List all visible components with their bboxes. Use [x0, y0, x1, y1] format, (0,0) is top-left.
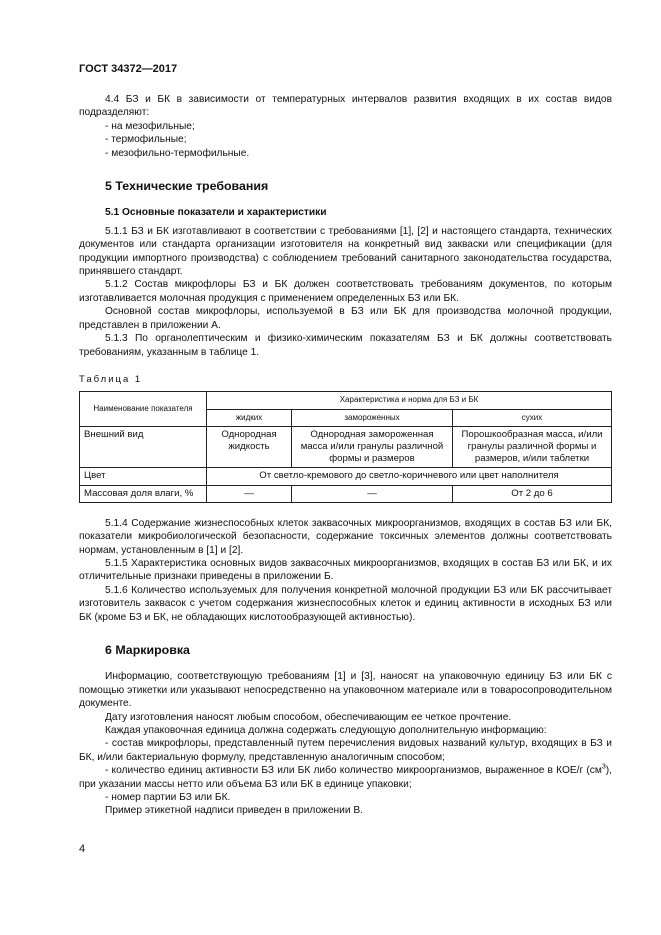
table-cell: Массовая доля влаги, % — [80, 485, 207, 502]
table-subheader-frozen: замороженных — [292, 409, 453, 426]
table-cell: Однородная замороженная масса и/или гранулы различной формы и размеров — [292, 426, 453, 468]
table-cell: От светло-кремового до светло-коричневого или цвет наполнителя — [207, 468, 612, 485]
table-header-group: Характеристика и норма для БЗ и БК — [207, 392, 612, 409]
list-item-text: ), при указании массы нетто или объема БЗ или БК в единице упаковки; — [79, 765, 612, 790]
paragraph-6-3: Каждая упаковочная единица должна содержать следующую дополнительную информацию: — [105, 725, 547, 737]
paragraph-5-1-2: 5.1.2 Состав микрофлоры БЗ и БК должен соответствовать требованиям документов, по которым изготавливается молочная продукция с применением определенных БЗ или БК. — [79, 279, 612, 304]
section-6-title: 6 Маркировка — [105, 642, 190, 657]
list-item: - на мезофильные; — [105, 120, 195, 132]
list-item: - состав микрофлоры, представленный путем перечисления видовых названий культур, входящих в БЗ и БК, и/или бактериальную формулу, представленную аналогичным способом; — [79, 738, 612, 763]
list-item-text: - количество единиц активности БЗ или БК либо количество микроорганизмов, выраженное в КОЕ/г (см — [105, 765, 602, 777]
list-item: - номер партии БЗ или БК. — [105, 792, 231, 804]
table-cell: Цвет — [80, 468, 207, 485]
paragraph-5-1-2b: Основной состав микрофлоры, используемой в БЗ или БК для производства молочной продукции, представлен в приложении А. — [79, 306, 612, 331]
paragraph-5-1-1: 5.1.1 БЗ и БК изготавливают в соответствии с требованиями [1], [2] и настоящего стандарта, технических документов или стандарта организации изготовителя на конкретный вид закваски или спецификации (для продукции импортного производства) с соблюдением требований санитарного законодательства государства, принявшего стандарт. — [79, 225, 612, 278]
table-cell: — — [207, 485, 292, 502]
section-5-title: 5 Технические требования — [105, 179, 269, 194]
table-row — [80, 485, 612, 502]
table-cell: — — [292, 485, 453, 502]
table-row — [80, 426, 612, 468]
table-cell: Внешний вид — [80, 426, 207, 468]
list-item — [79, 764, 612, 791]
table-cell: От 2 до 6 — [453, 485, 612, 502]
table-cell: Порошкообразная масса, и/или гранулы различной формы и размеров, и/или таблетки — [453, 426, 612, 468]
paragraph-6-4: Пример этикетной надписи приведен в приложении В. — [105, 805, 363, 817]
paragraph-5-1-6: 5.1.6 Количество используемых для получения конкретной молочной продукции БЗ или БК рассчитывает изготовитель заквасок с учетом содержания жизнеспособных клеток и единиц активности в исходных БЗ или БК (кроме БЗ и БК, не обладающих кислотообразующей активностью). — [79, 584, 612, 623]
list-item: - мезофильно-термофильные. — [105, 147, 250, 159]
superscript: 3 — [601, 763, 606, 771]
page-number: 4 — [79, 843, 86, 855]
document-header: ГОСТ 34372—2017 — [79, 63, 178, 75]
table-subheader-liquid: жидких — [207, 409, 292, 426]
paragraph-6-1: Информацию, соответствующую требованиям [1] и [3], наносят на упаковочную единицу БЗ или БК с помощью этикетки или указывают непосредственно на упаковочном материале или в товаросопроводительном документе. — [79, 671, 612, 710]
requirements-table — [79, 391, 612, 502]
paragraph-5-1-3: 5.1.3 По органолептическим и физико-химическим показателям БЗ и БК должны соответствовать требованиям, указанным в таблице 1. — [79, 333, 612, 358]
table-caption: Таблица 1 — [79, 373, 143, 385]
table-subheader-dry: сухих — [453, 409, 612, 426]
paragraph-5-1-5: 5.1.5 Характеристика основных видов заквасочных микроорганизмов, входящих в состав БЗ или БК, и их отличительные признаки приведены в приложении Б. — [79, 557, 612, 583]
subsection-5-1-title: 5.1 Основные показатели и характеристики — [105, 207, 327, 219]
list-item: - термофильные; — [105, 134, 187, 146]
table-row — [80, 468, 612, 485]
table-cell: Однородная жидкость — [207, 426, 292, 468]
page-content — [79, 93, 612, 818]
paragraph-5-1-4: 5.1.4 Содержание жизнеспособных клеток заквасочных микроорганизмов, входящих в состав БЗ или БК, показатели микробиологической безопасности, содержание токсичных элементов должны соответствовать нормам, установленным в [1] и [2]. — [79, 517, 612, 556]
table-header-name: Наименование показателя — [80, 392, 207, 426]
paragraph-6-2: Дату изготовления наносят любым способом, обеспечивающим ее четкое прочтение. — [105, 711, 512, 723]
paragraph-4-4: 4.4 БЗ и БК в зависимости от температурных интервалов развития входящих в их состав видов подразделяют: — [79, 94, 612, 119]
